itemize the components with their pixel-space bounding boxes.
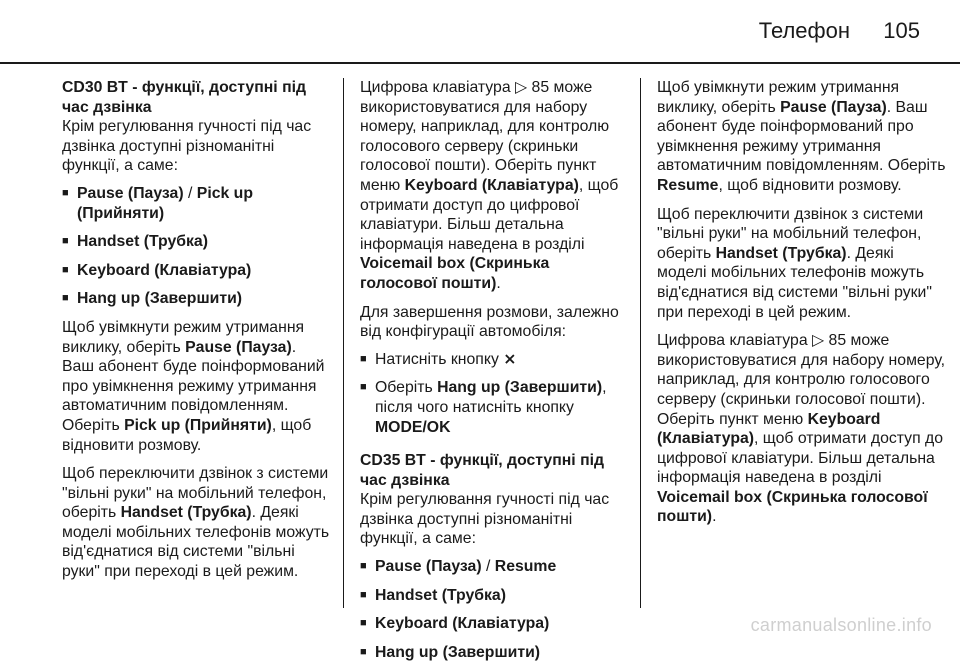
page-header [0,0,960,62]
text-run: Щоб увімкнути режим утримання виклику, оберіть [657,79,900,116]
list-item [62,289,332,309]
text-column-1 [62,78,332,582]
pause-label: Pause (Пауза) [185,338,292,356]
text-run: Цифрова клавіатура [657,332,812,350]
pause-label: Pause (Пауза) [780,98,887,116]
text-run: . Ваш абонент буде поінформований про увімкнення режиму утримання автоматичним повідомленням. Оберіть [62,338,325,434]
keyboard-label: Keyboard (Клавіатура) [77,261,252,279]
cd35-keypad-paragraph [657,331,947,527]
section-title: Телефон [758,18,850,43]
voicemail-label: Voicemail box (Скринька голосової пошти) [360,255,550,292]
handset-label: Handset (Трубка) [120,504,252,522]
page-number: 105 [883,18,920,43]
mode-ok-label: MODE/OK [375,418,451,436]
keyboard-label: Keyboard (Клавіатура) [404,176,579,194]
cd35-intro: Крім регулювання гучності під час дзвінка доступні різноманітні функції, а саме: [360,491,610,548]
text-run: . [496,274,501,292]
keyboard-label: Keyboard (Клавіатура) [375,615,550,633]
hangup-intro: Для завершення розмови, залежно від конфігурації автомобіля: [360,303,619,341]
watermark: carmanualsonline.info [750,615,932,635]
page-reference-arrow-icon: ▷ [812,332,825,350]
cd30-intro: Крім регулювання гучності під час дзвінка доступні різноманітні функції, а саме: [62,118,312,175]
cd30-function-list [62,184,332,309]
text-run: , щоб відновити розмову. [718,176,902,194]
pickup-label: Pick up (Прийняти) [77,184,253,222]
text-column-2 [360,78,630,671]
list-item [360,350,630,370]
cd35-function-list [360,557,630,662]
list-item [62,184,332,223]
handset-label: Handset (Трубка) [375,586,506,604]
hangup-label: Hang up (Завершити) [77,290,243,308]
cd35-heading: CD35 BT - функції, доступні під час дзвінка [360,452,605,489]
cd35-handset-paragraph [657,205,947,323]
list-item [360,643,630,663]
slash: / [183,184,197,202]
list-item [62,261,332,281]
hangup-label: Hang up (Завершити) [375,643,541,661]
hangup-label: Hang up (Завершити) [437,379,603,397]
text-run: Цифрова клавіатура [360,79,515,96]
text-run: 85 може використовуватися для набору номеру, наприклад, для контролю голосового серверу (скриньки голосової пошти). Оберіть пункт меню [360,79,610,194]
text-run: Щоб переключити дзвінок з системи "вільні руки" на мобільний телефон, оберіть [657,205,924,262]
list-item [360,378,630,437]
column-divider-2 [640,78,641,608]
slash: / [481,558,495,576]
list-item [62,232,332,252]
text-run: , щоб отримати доступ до цифрової клавіатури. Більш детальна інформація наведена в розділі [360,176,619,253]
list-item [360,586,630,606]
cd35-pause-paragraph [657,78,947,196]
text-run: , щоб отримати доступ до цифрової клавіатури. Більш детальна інформація наведена в розділі [657,430,944,487]
column-divider-1 [343,78,344,608]
resume-label: Resume [657,176,719,194]
text-run: . Деякі моделі мобільних телефонів можуть від'єднатися від системи "вільні руки" при переході в цей режим. [62,504,330,581]
handset-label: Handset (Трубка) [77,233,208,251]
text-run: 85 може використовуватися для набору номеру, наприклад, для контролю голосового серверу (скриньки голосової пошти). Оберіть пункт меню [657,332,946,428]
text-run: Натисніть кнопку [375,350,504,368]
header-divider [0,62,960,64]
pickup-label: Pick up (Прийняти) [124,416,272,434]
handset-label: Handset (Трубка) [715,244,847,262]
text-run: Щоб переключити дзвінок з системи "вільні руки" на мобільний телефон, оберіть [62,465,329,522]
pause-label: Pause (Пауза) [375,558,482,576]
list-item [360,614,630,634]
resume-label: Resume [494,558,557,576]
mute-call-icon: ⨯ [503,350,517,368]
hangup-steps [360,350,630,437]
pause-label: Pause (Пауза) [77,184,184,202]
text-run: Оберіть [375,379,438,397]
text-run: , після чого натисніть кнопку [375,379,607,416]
cd30-pause-paragraph [62,318,332,455]
cd30-heading: CD30 BT - функції, доступні під час дзвінка [62,79,307,116]
text-run: . [712,508,717,526]
page-reference-arrow-icon: ▷ [515,79,528,96]
keyboard-label: Keyboard (Клавіатура) [657,410,881,448]
list-item [360,557,630,577]
text-run: . Деякі моделі мобільних телефонів можуть від'єднатися від системи "вільні руки" при переході в цей режим. [657,244,932,321]
cd30-keypad-paragraph [360,78,630,294]
voicemail-label: Voicemail box (Скринька голосової пошти) [657,488,928,526]
text-column-3 [657,78,947,527]
cd30-handset-paragraph [62,464,332,582]
text-run: . Ваш абонент буде поінформований про увімкнення режиму утримання автоматичним повідомленням. Оберіть [657,98,946,175]
text-run: , щоб відновити розмову. [62,416,312,454]
text-run: Щоб увімкнути режим утримання виклику, оберіть [62,318,305,356]
